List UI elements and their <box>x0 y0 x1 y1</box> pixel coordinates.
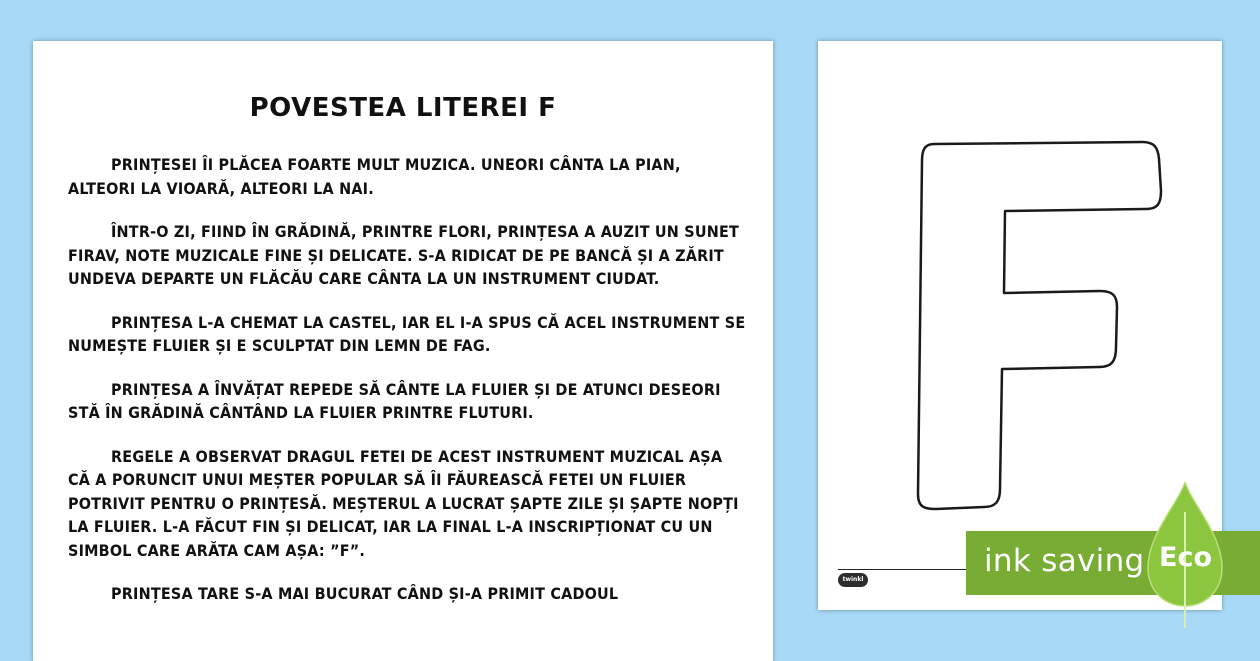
story-paragraph: PRINȚESA A ÎNVĂȚAT REPEDE SĂ CÂNTE LA FLUIER ȘI DE ATUNCI DESEORI STĂ ÎN GRĂDINĂ CÂNTÂND LA FLUIER PRINTRE FLUTURI. <box>68 379 721 422</box>
ink-saving-label: ink saving <box>984 543 1145 579</box>
story-paragraph: ÎNTR-O ZI, FIIND ÎN GRĂDINĂ, PRINTRE FLORI, PRINȚESA A AUZIT UN SUNET FIRAV, NOTE MUZICALE FINE ȘI DELICATE. S-A RIDICAT DE PE BANCĂ ȘI A ZĂRIT UNDEVA DEPARTE UN FLĂCĂU CARE CÂNTA LA UN INSTRUMENT CIUDAT. <box>68 222 740 288</box>
story-paragraphs <box>68 153 748 626</box>
story-paragraph: PRINȚESA TARE S-A MAI BUCURAT CÂND ȘI-A PRIMIT CADOUL <box>111 584 619 603</box>
story-paragraph: PRINȚESEI ÎI PLĂCEA FOARTE MULT MUZICA. UNEORI CÂNTA LA PIAN, ALTEORI LA VIOARĂ, ALTEORI LA NAI. <box>68 155 681 198</box>
letter-f-outline <box>914 139 1164 514</box>
story-paragraph: REGELE A OBSERVAT DRAGUL FETEI DE ACEST INSTRUMENT MUZICAL AȘA CĂ A PORUNCIT UNUI MEȘTER POPULAR SĂ ÎI FĂUREASCĂ FETEI UN FLUIER POTRIVIT PENTRU O PRINȚESĂ. MEȘTERUL A LUCRAT ȘAPTE ZILE ȘI ȘAPTE NOPȚI LA FLUIER. L-A FĂCUT FIN ȘI DELICAT, IAR LA FINAL L-A INSCRIPȚIONAT CU UN SIMBOL CARE ARĂTA CAM AȘA: ”F”. <box>68 446 739 560</box>
twinkl-logo: twinkl <box>838 573 868 587</box>
eco-label: Eco <box>1159 542 1212 573</box>
story-title: POVESTEA LITEREI F <box>249 93 557 123</box>
story-paragraph: PRINȚESA L-A CHEMAT LA CASTEL, IAR EL I-A SPUS CĂ ACEL INSTRUMENT SE NUMEȘTE FLUIER ȘI E SCULPTAT DIN LEMN DE FAG. <box>68 312 746 355</box>
story-page <box>33 41 773 661</box>
